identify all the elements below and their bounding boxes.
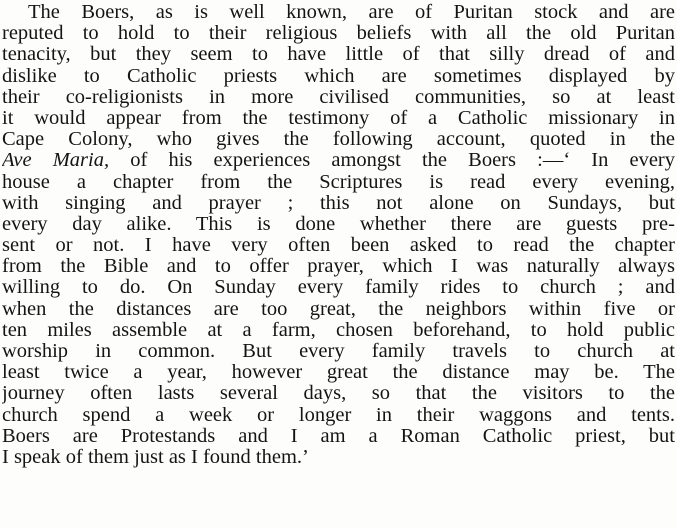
article-paragraph [2,2,675,468]
text-line-18: least twice a year, however great the distance may be. The [2,362,675,384]
text-line-11: every day alike. This is done whether there are guests pre- [2,213,675,235]
text-line-9: house a chapter from the Scriptures is read every evening, [2,171,675,193]
text-line-12: sent or not. I have very often been asked to read the chapter [2,235,675,257]
text-line-22: I speak of them just as I found them.’ [2,446,309,468]
text-line-5: their co-religionists in more civilised communities, so at least [2,86,675,108]
text-line-14: willing to do. On Sunday every family rides to church ; and [2,277,675,299]
text-line-6: it would appear from the testimony of a Catholic missionary in [2,107,675,129]
text-line-8 [2,150,675,171]
periodical-title: Ave Maria, [2,150,110,172]
text-line-7: Cape Colony, who gives the following account, quoted in the [2,129,675,151]
text-line-19: journey often lasts several days, so that the visitors to the [2,383,675,405]
text-line-2: reputed to hold to their religious beliefs with all the old Puritan [2,23,675,45]
text-line-10: with singing and prayer ; this not alone on Sundays, but [2,192,675,214]
text-line-3: tenacity, but they seem to have little of that silly dread of and [2,44,675,66]
text-line-13: from the Bible and to offer prayer, which I was naturally always [2,256,675,278]
text-line-1: The Boers, as is well known, are of Puritan stock and are [28,2,675,23]
text-line-17: worship in common. But every family travels to church at [2,341,675,362]
text-line-15: when the distances are too great, the neighbors within five or [2,298,675,320]
text-line-4: dislike to Catholic priests which are sometimes displayed by [2,65,675,87]
text-line-16: ten miles assemble at a farm, chosen beforehand, to hold public [2,319,675,341]
text-line-20: church spend a week or longer in their waggons and tents. [2,404,675,426]
text-line-21: Boers are Protestands and I am a Roman Catholic priest, but [2,425,675,447]
text-line-8-rest: of his experiences amongst the Boers :—‘ In every [130,150,675,172]
